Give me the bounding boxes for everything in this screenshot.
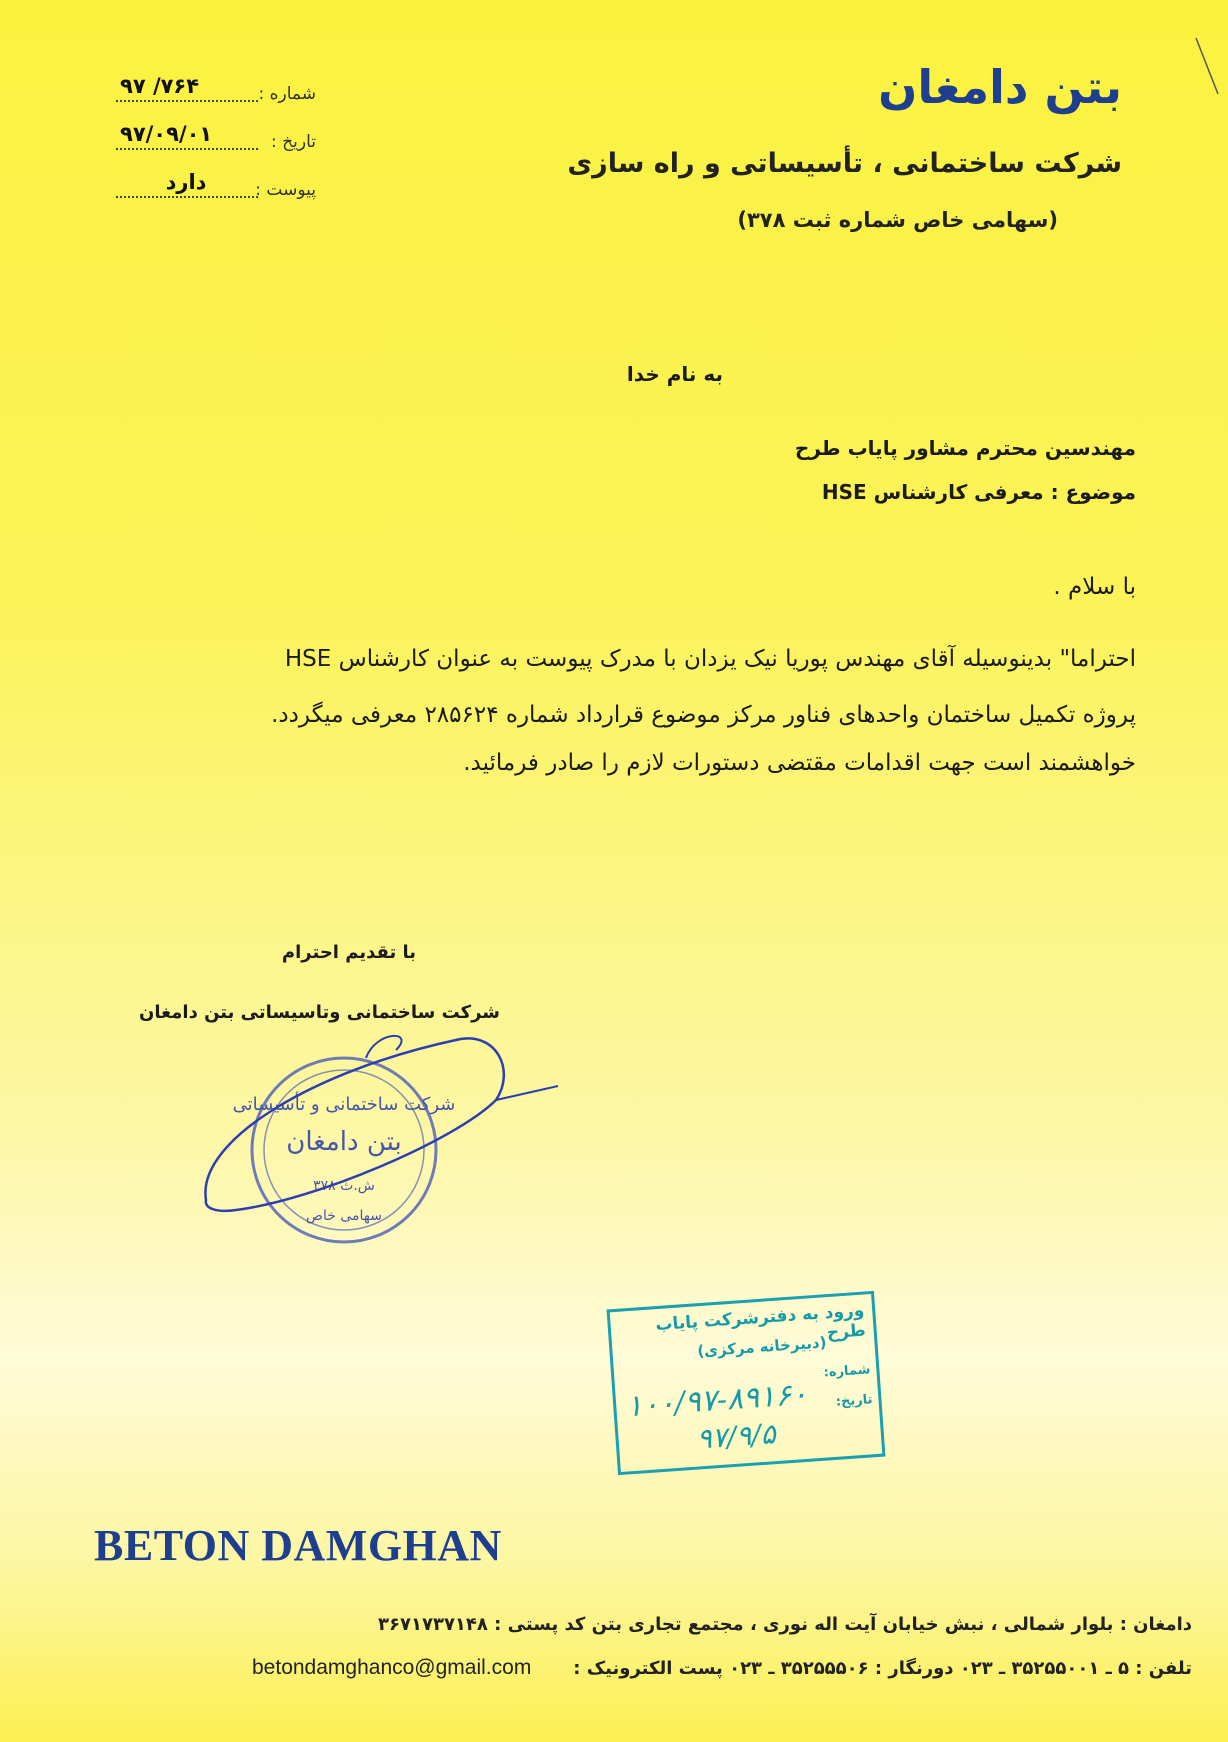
company-seal [196,1010,566,1280]
footer-email: betondamghanco@gmail.com [252,1656,532,1679]
meta-number-row [116,70,316,104]
corner-mark-icon [1188,36,1228,96]
meta-date-value: ۹۷/۰۹/۰۱ [120,122,213,146]
subject-line: موضوع : معرفی کارشناس HSE [821,480,1136,504]
receipt-stamp-subtitle: (دبیرخانه مرکزی) [696,1333,827,1361]
greeting: با سلام . [1053,574,1136,600]
seal-text-reg: ش.ث ۳۷۸ [313,1178,375,1194]
footer-brand-en: BETON DAMGHAN [94,1521,502,1570]
signatory-company: شرکت ساختمانی وتاسیساتی بتن دامغان [138,1002,500,1023]
meta-date-label: تاریخ : [271,132,316,152]
letterhead-registration: (سهامی خاص شماره ثبت ۳۷۸) [737,208,1058,232]
seal-text-top: شرکت ساختمانی و تأسیساتی [232,1094,456,1115]
seal-text-bottom: سهامی خاص [306,1208,382,1224]
letterhead-brand: بتن دامغان [878,60,1122,114]
meta-number-label: شماره : [258,84,316,104]
meta-number-value: ۹۷ /۷۶۴ [120,74,200,98]
signature-tail [366,1036,558,1100]
receipt-stamp [607,1291,886,1475]
body-line-2: پروژه تکمیل ساختمان واحدهای فناور مرکز موضوع قرارداد شماره ۲۸۵۶۲۴ معرفی میگردد. [271,702,1136,728]
meta-attachment-row [116,166,316,200]
footer-address: دامغان : بلوار شمالی ، نبش خیابان آیت اله نوری ، مجتمع تجاری بتن کد پستی : ۳۶۷۱۷۳۷۱۴۸ [378,1614,1192,1635]
meta-attachment-value: دارد [165,170,207,194]
receipt-stamp-title: ورود به دفترشرکت پایاب طرح [654,1300,867,1344]
recipient-line: مهندسین محترم مشاور پایاب طرح [794,436,1136,460]
meta-attachment-label: پیوست : [255,180,316,200]
closing-salutation: با تقدیم احترام [281,942,416,963]
receipt-stamp-number-value: ۱۰۰/۹۷-۸۹۱۶۰ [625,1376,809,1425]
receipt-stamp-number-label: شماره: [823,1362,871,1381]
meta-date-dotted-line [116,148,258,150]
footer-phone-fax: تلفن : ۵ ـ ۳۵۲۵۵۰۰۱ ـ ۰۲۳ دورنگار : ۳۵۲۵۵۵۰۶ ـ ۰۲۳ پست الکترونیک : [573,1658,1192,1679]
meta-attachment-dotted-line [116,196,258,198]
bismillah: به نام خدا [626,362,723,386]
letterhead-company-name: شرکت ساختمانی ، تأسیساتی و راه سازی [567,148,1122,179]
body-line-1: احتراما" بدینوسیله آقای مهندس پوریا نیک یزدان با مدرک پیوست به عنوان کارشناس HSE [284,646,1136,672]
meta-date-row [116,118,316,152]
meta-number-dotted-line [116,100,258,102]
seal-text-middle: بتن دامغان [286,1127,402,1157]
body-line-3: خواهشمند است جهت اقدامات مقتضی دستورات لازم را صادر فرمائید. [463,750,1136,776]
receipt-stamp-date-value: ۹۷/۹/۵ [695,1417,777,1456]
receipt-stamp-date-label: تاریخ: [835,1392,873,1410]
